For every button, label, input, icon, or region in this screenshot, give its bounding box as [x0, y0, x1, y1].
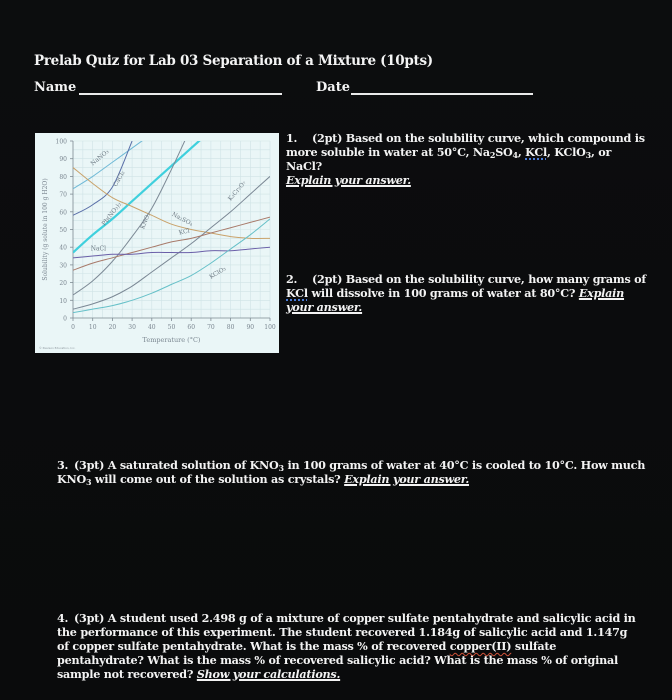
subscript: 4: [512, 150, 518, 160]
grammar-flagged-word[interactable]: KCl: [286, 286, 308, 300]
y-tick-label: 30: [59, 262, 67, 270]
question-text: will come out of the solution as crystals?: [91, 472, 345, 486]
show-calculations-instruction: Show your calculations.: [196, 667, 341, 681]
question-number: 1.: [286, 131, 298, 145]
y-axis-label: Solubility (g solute in 100 g H2O): [42, 178, 49, 281]
curve-label: KCl: [178, 227, 191, 237]
solubility-chart-svg: [35, 133, 279, 353]
curve-label: CaCl₂: [112, 169, 127, 189]
x-axis-label: Temperature (°C): [142, 336, 201, 344]
subscript: 3: [278, 463, 284, 473]
solubility-chart: [35, 133, 279, 353]
explain-instruction: Explain your answer.: [344, 472, 470, 486]
name-blank-line[interactable]: [79, 80, 282, 95]
curve-label: NaCl: [90, 245, 107, 253]
x-tick-label: 0: [71, 324, 75, 331]
date-label: Date: [316, 80, 350, 95]
y-tick-label: 90: [59, 156, 67, 164]
x-tick-label: 60: [187, 324, 196, 331]
y-tick-label: 100: [55, 138, 67, 146]
subscript: 3: [85, 477, 92, 487]
question-text: sulfate pentahydrate? What is the mass % of recovered salicylic acid? What is the mass % of original sample not recovered?: [57, 639, 619, 681]
subscript: 2: [489, 150, 496, 160]
question-points: (3pt): [74, 611, 105, 625]
y-tick-label: 80: [59, 173, 67, 181]
curve-label: Pb(NO₃)₂: [100, 201, 124, 228]
x-tick-label: 90: [246, 324, 255, 331]
name-label: Name: [34, 80, 77, 95]
question-text: SO: [495, 145, 513, 159]
curve-label: KClO₃: [208, 265, 228, 281]
question-text: ,: [517, 145, 526, 159]
y-tick-label: 60: [59, 209, 67, 217]
y-tick-label: 0: [63, 315, 67, 323]
question-number: 2.: [286, 272, 298, 286]
question-4: [57, 611, 637, 681]
subscript: 3: [585, 150, 591, 160]
question-text: , or NaCl?: [286, 145, 612, 173]
question-1: [286, 131, 648, 187]
x-tick-label: 40: [147, 324, 156, 331]
y-tick-label: 70: [59, 191, 67, 199]
question-text: , KClO: [546, 145, 586, 159]
curve-label: KNO₃: [139, 211, 153, 231]
question-points: (3pt): [74, 458, 105, 472]
x-tick-label: 50: [167, 324, 176, 331]
name-field[interactable]: [34, 80, 282, 95]
x-tick-label: 80: [226, 324, 235, 331]
y-tick-label: 10: [59, 297, 67, 305]
x-tick-label: 70: [207, 324, 215, 331]
page-title: Prelab Quiz for Lab 03 Separation of a Mixture (10pts): [34, 53, 433, 69]
question-3: [57, 458, 657, 486]
spellcheck-flagged-word[interactable]: copper(II): [449, 639, 512, 653]
y-tick-label: 50: [59, 227, 67, 234]
question-text: in 100 grams of water at 40°C is cooled to 10°C. How much KNO: [57, 458, 646, 486]
x-tick-label: 20: [108, 324, 117, 331]
curve-label: K₂Cr₂O₇: [226, 179, 248, 203]
explain-instruction: Explain your answer.: [286, 173, 411, 187]
question-text: Based on the solubility curve, how many grams of: [345, 272, 646, 286]
x-tick-label: 100: [264, 324, 276, 331]
question-text: will dissolve in 100 grams of water at 80°C?: [307, 286, 579, 300]
question-text: A student used 2.498 g of a mixture of copper sulfate pentahydrate and salicylic acid in the performance of this experiment. The student recovered 1.184g of salicylic acid and 1.147g of copper sulfate pentahydrate. What is the mass % of recovered: [57, 611, 636, 653]
question-points: (2pt): [312, 131, 343, 145]
x-tick-label: 30: [128, 324, 136, 331]
question-text: A saturated solution of KNO: [107, 458, 279, 472]
grammar-flagged-word[interactable]: KCl: [525, 145, 547, 159]
explain-instruction: Explain your answer.: [286, 286, 625, 314]
question-number: 3.: [57, 458, 69, 472]
question-2: [286, 272, 648, 314]
curve-label: Na₂SO₄: [170, 210, 194, 228]
copyright-credit: © Pearson Education, Inc.: [39, 346, 76, 350]
y-tick-label: 40: [59, 244, 67, 252]
date-field[interactable]: [316, 80, 533, 95]
y-tick-label: 20: [59, 280, 67, 288]
question-text: Based on the solubility curve, which compound is more soluble in water at 50°C, Na: [286, 131, 645, 159]
question-number: 4.: [57, 611, 69, 625]
date-blank-line[interactable]: [351, 80, 533, 95]
question-points: (2pt): [312, 272, 343, 286]
x-tick-label: 10: [88, 324, 97, 331]
curve-label: NaNO₃: [89, 148, 111, 168]
